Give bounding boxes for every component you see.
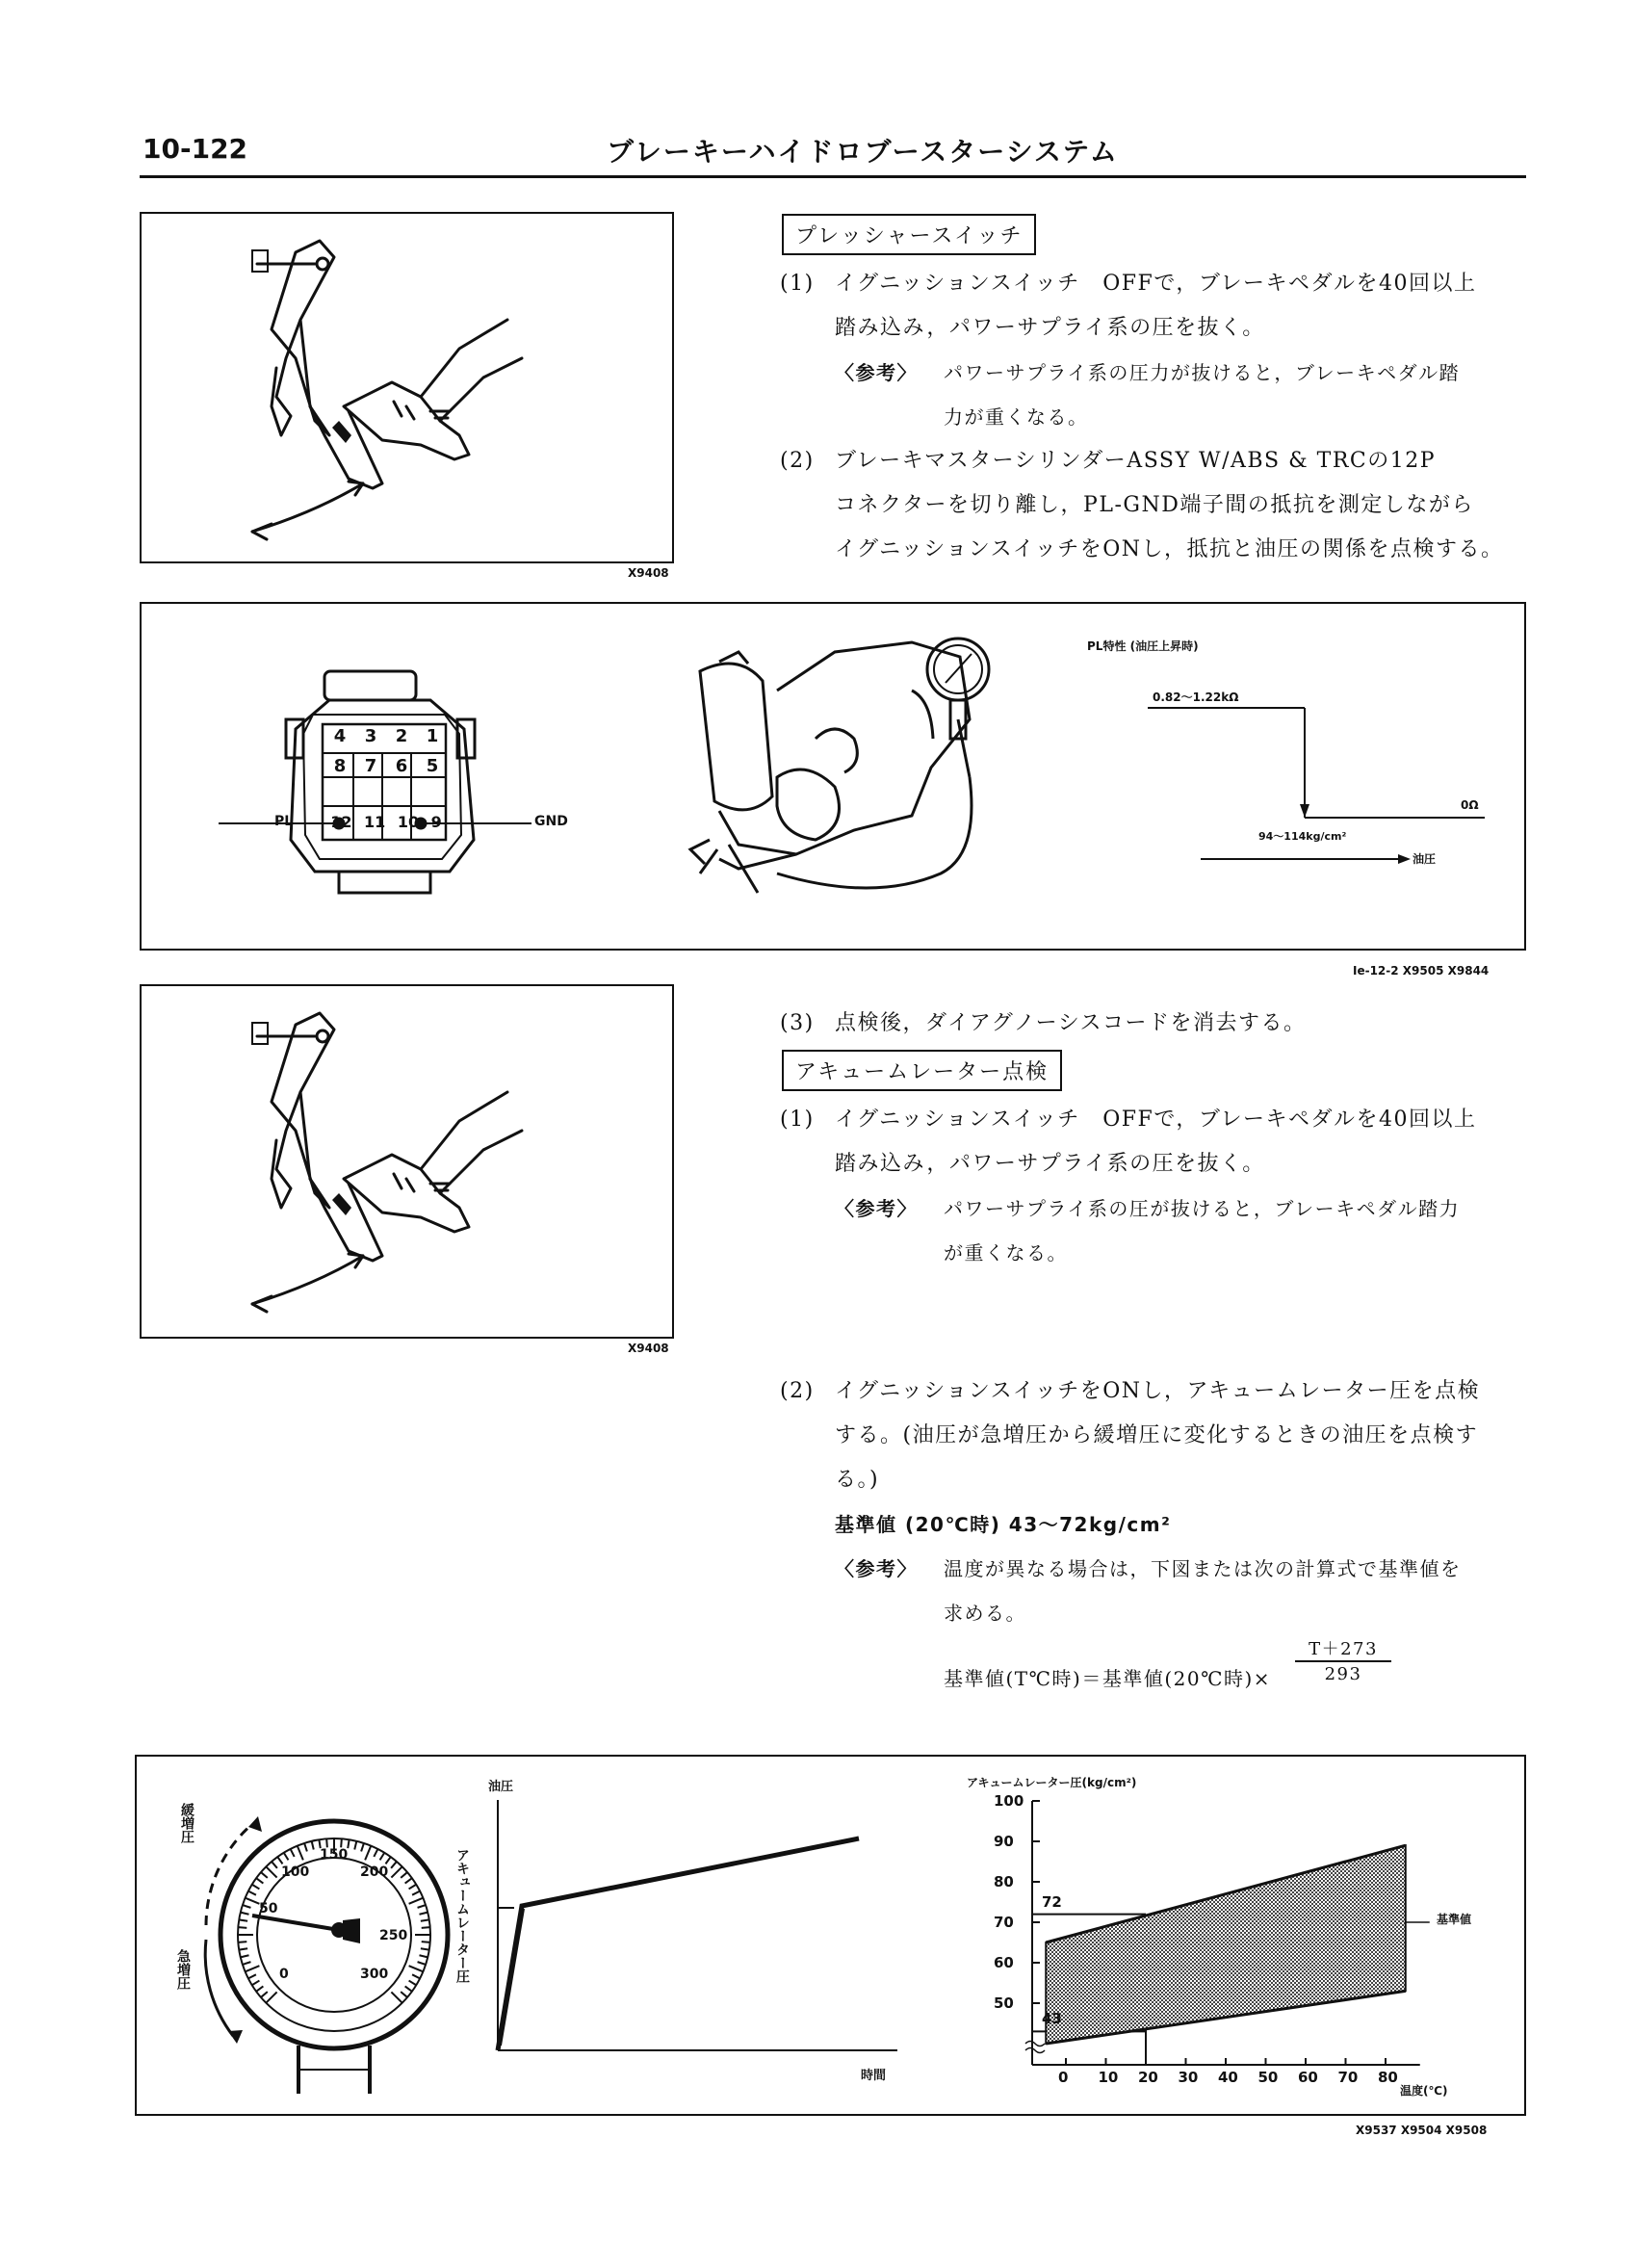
gauge-tick bbox=[391, 1862, 397, 1868]
note-label: 〈参考〉 bbox=[835, 1557, 918, 1580]
gauge-tick bbox=[238, 1927, 246, 1928]
section-heading-accumulator: アキュームレーター点検 bbox=[782, 1050, 1062, 1091]
marker-low-label: 43 bbox=[1042, 2010, 1062, 2028]
gauge-tick bbox=[341, 1838, 342, 1847]
gauge-tick bbox=[284, 1853, 289, 1861]
figure-code: X9408 bbox=[628, 566, 669, 580]
step-text: 踏み込み，パワーサプライ系の圧を抜く。 bbox=[835, 316, 1265, 340]
note-text: 温度が異なる場合は，下図または次の計算式で基準値を bbox=[944, 1557, 1462, 1580]
x-tick-label: 10 bbox=[1098, 2069, 1119, 2086]
gauge-tick bbox=[421, 1948, 429, 1949]
page-number: 10-122 bbox=[143, 133, 248, 165]
gauge-tick bbox=[421, 1919, 429, 1920]
pl-threshold-label: 94〜114kg/cm² bbox=[1258, 830, 1347, 843]
accumulator-figure bbox=[135, 1755, 1526, 2116]
gauge-tick bbox=[246, 1966, 260, 1971]
x-tick-label: 40 bbox=[1218, 2069, 1238, 2086]
connector-diagram bbox=[142, 604, 1524, 949]
gauge-tick bbox=[252, 1885, 260, 1890]
step-text: 踏み込み，パワーサプライ系の圧を抜く。 bbox=[835, 1152, 1265, 1176]
step-text: 点検後，ダイアグノーシスコードを消去する。 bbox=[835, 1011, 1307, 1035]
gauge-tick bbox=[422, 1927, 430, 1928]
gauge-tick bbox=[266, 1992, 276, 2002]
gauge-tick bbox=[418, 1905, 427, 1908]
gauge-tick bbox=[326, 1838, 327, 1847]
section-heading-pressure-switch: プレッシャースイッチ bbox=[782, 214, 1036, 255]
gnd-terminal-label: GND bbox=[534, 814, 568, 829]
step-text: イグニッションスイッチをONし，抵抗と油圧の関係を点検する。 bbox=[835, 537, 1504, 561]
gauge-tick bbox=[401, 1872, 407, 1878]
marker-high-label: 72 bbox=[1042, 1892, 1062, 1911]
gauge-tick-label: 250 bbox=[379, 1928, 408, 1943]
note-label: 〈参考〉 bbox=[835, 361, 918, 384]
gauge-tick bbox=[412, 1974, 420, 1978]
connector-figure bbox=[140, 602, 1526, 951]
x-tick-label: 60 bbox=[1298, 2069, 1318, 2086]
pin-label: 2 bbox=[395, 726, 408, 746]
note-text: が重くなる。 bbox=[944, 1241, 1068, 1264]
pin-label: 11 bbox=[364, 813, 386, 831]
pin-label: 3 bbox=[364, 726, 377, 746]
gauge-tick bbox=[246, 1898, 260, 1904]
step-text: する。(油圧が急増圧から緩増圧に変化するときの油圧を点検す bbox=[835, 1423, 1479, 1447]
y-tick-label: 70 bbox=[994, 1914, 1014, 1931]
x-tick-label: 30 bbox=[1178, 2069, 1199, 2086]
gauge-tick bbox=[243, 1962, 251, 1965]
accumulator-steps-2 bbox=[780, 1369, 1531, 1716]
pedal-illustration bbox=[142, 986, 672, 1337]
pedal-illustration bbox=[142, 214, 672, 561]
gauge-tick bbox=[385, 1857, 390, 1864]
pressure-switch-step3 bbox=[780, 1002, 1531, 1046]
step-number: (2) bbox=[780, 1379, 815, 1403]
time-chart-y-title: 油圧 bbox=[488, 1780, 514, 1794]
pin-label: 9 bbox=[430, 813, 442, 831]
standard-value-band bbox=[1046, 1845, 1406, 2044]
pedal-figure-1 bbox=[140, 212, 674, 563]
formula-denominator: 293 bbox=[1324, 1664, 1362, 1684]
pin-label: 12 bbox=[330, 813, 352, 831]
gauge-tick bbox=[239, 1948, 247, 1949]
pl-chart-title: PL特性 (油圧上昇時) bbox=[1087, 639, 1199, 653]
x-tick-label: 70 bbox=[1337, 2069, 1359, 2086]
note-text: パワーサプライ系の圧が抜けると，ブレーキペダル踏力 bbox=[944, 1197, 1461, 1220]
gauge-tick bbox=[266, 1866, 276, 1877]
gauge-tick bbox=[312, 1841, 314, 1850]
step-number: (2) bbox=[780, 449, 815, 473]
y-tick-label: 50 bbox=[994, 1994, 1014, 2012]
note-text: 求める。 bbox=[944, 1602, 1026, 1625]
gauge-tick-label: 300 bbox=[360, 1967, 389, 1982]
pedal-figure-2 bbox=[140, 984, 674, 1339]
gauge-tick-label: 200 bbox=[360, 1864, 389, 1880]
gauge-tick bbox=[272, 1862, 277, 1868]
y-tick-label: 90 bbox=[994, 1833, 1014, 1850]
pin-label: 8 bbox=[333, 756, 347, 776]
temp-chart-ylabel: アキュームレーター圧(kg/cm²) bbox=[967, 1776, 1137, 1789]
gauge-tick bbox=[252, 1981, 260, 1986]
page-title: ブレーキーハイドロブースターシステム bbox=[607, 136, 1119, 168]
slow-increase-label: 緩増圧 bbox=[179, 1803, 194, 1843]
gauge-tick bbox=[248, 1974, 256, 1978]
gauge-tick bbox=[419, 1913, 428, 1915]
pressure-switch-steps bbox=[780, 262, 1531, 570]
gauge-tick bbox=[361, 1843, 364, 1852]
pl-low-resistance-label: 0Ω bbox=[1461, 798, 1479, 812]
gauge-tick bbox=[409, 1898, 424, 1904]
axis-break-mark bbox=[1025, 2042, 1045, 2053]
figure-code: X9537 X9504 X9508 bbox=[1356, 2124, 1488, 2137]
gauge-tick bbox=[354, 1841, 356, 1850]
gauge-tick bbox=[391, 1866, 402, 1877]
step-text: イグニッションスイッチをONし，アキュームレーター圧を点検 bbox=[835, 1379, 1481, 1403]
gauge-tick bbox=[241, 1913, 249, 1915]
formula-text: 基準値(T℃時)＝基準値(20℃時)× bbox=[944, 1667, 1272, 1690]
step-text: る。) bbox=[835, 1468, 880, 1492]
x-tick-label: 50 bbox=[1257, 2069, 1279, 2086]
gauge-tick-label: 50 bbox=[259, 1901, 278, 1916]
gauge-tick bbox=[405, 1878, 412, 1883]
pin-label: 1 bbox=[426, 726, 439, 746]
pin-label: 6 bbox=[395, 756, 408, 776]
gauge-tick bbox=[391, 1992, 402, 2002]
gauge-tick bbox=[261, 1992, 268, 1997]
note-label: 〈参考〉 bbox=[835, 1197, 918, 1220]
pin-label: 4 bbox=[333, 726, 347, 746]
gauge-tick bbox=[248, 1891, 256, 1895]
gauge-tick bbox=[401, 1992, 407, 1997]
figure-code: X9408 bbox=[628, 1342, 669, 1355]
step-number: (3) bbox=[780, 1011, 815, 1035]
pin-label: 7 bbox=[364, 756, 377, 776]
note-text: 力が重くなる。 bbox=[944, 405, 1089, 429]
y-tick-label: 60 bbox=[994, 1954, 1014, 1971]
standard-value-label: 基準値 bbox=[835, 1513, 897, 1536]
step-text: コネクターを切り離し，PL-GND端子間の抵抗を測定しながら bbox=[835, 493, 1474, 517]
header-divider bbox=[140, 175, 1526, 178]
standard-value: (20℃時) 43〜72kg/cm² bbox=[905, 1513, 1172, 1536]
temp-chart-xlabel: 温度(℃) bbox=[1400, 2084, 1448, 2098]
gauge-tick bbox=[239, 1919, 247, 1920]
pl-high-resistance-label: 0.82〜1.22kΩ bbox=[1153, 691, 1239, 704]
step-text: イグニッションスイッチ OFFで，ブレーキペダルを40回以上 bbox=[835, 272, 1477, 296]
step-text: イグニッションスイッチ OFFで，ブレーキペダルを40回以上 bbox=[835, 1108, 1477, 1132]
pl-axis-label: 油圧 bbox=[1413, 852, 1437, 866]
step-number: (1) bbox=[780, 272, 815, 296]
gauge-tick bbox=[277, 1857, 282, 1864]
fast-increase-label: 急増圧 bbox=[175, 1949, 191, 1990]
y-tick-label: 100 bbox=[994, 1792, 1024, 1810]
gauge-tick bbox=[256, 1878, 263, 1883]
gauge-tick bbox=[348, 1839, 349, 1848]
gauge-tick bbox=[418, 1962, 427, 1965]
time-chart-y-label: アキュームレーター圧 bbox=[454, 1848, 470, 1983]
gauge-tick-label: 0 bbox=[279, 1967, 289, 1982]
step-text: ブレーキマスターシリンダーASSY W/ABS & TRCの12P bbox=[835, 449, 1437, 473]
gauge-tick-label: 150 bbox=[320, 1847, 349, 1863]
step-number: (1) bbox=[780, 1108, 815, 1132]
gauge-tick bbox=[365, 1846, 371, 1861]
gauge-tick bbox=[291, 1849, 295, 1857]
y-tick-label: 80 bbox=[994, 1873, 1014, 1890]
gauge-tick bbox=[412, 1891, 420, 1895]
accumulator-steps-1 bbox=[780, 1098, 1531, 1290]
gauge-tick bbox=[243, 1905, 251, 1908]
gauge-tick bbox=[298, 1846, 303, 1861]
formula-numerator: T＋273 bbox=[1295, 1639, 1391, 1662]
x-tick-label: 0 bbox=[1058, 2069, 1069, 2086]
gauge-tick bbox=[241, 1955, 249, 1957]
gauge-tick bbox=[409, 1885, 417, 1890]
gauge-tick bbox=[409, 1981, 417, 1986]
gauge-tick bbox=[374, 1849, 377, 1857]
accumulator-diagrams bbox=[137, 1757, 1524, 2114]
pin-label: 5 bbox=[426, 756, 439, 776]
gauge-tick bbox=[405, 1986, 412, 1991]
gauge-tick bbox=[419, 1955, 428, 1957]
gauge-tick bbox=[261, 1872, 268, 1878]
figure-code: Ie-12-2 X9505 X9844 bbox=[1353, 964, 1490, 978]
x-tick-label: 80 bbox=[1378, 2069, 1398, 2086]
time-chart-x-label: 時間 bbox=[861, 2069, 887, 2083]
pin-label: 10 bbox=[397, 813, 420, 831]
gauge-tick bbox=[256, 1986, 263, 1991]
x-tick-label: 20 bbox=[1138, 2069, 1158, 2086]
note-text: パワーサプライ系の圧力が抜けると，ブレーキペダル踏 bbox=[944, 361, 1461, 384]
gauge-tick bbox=[380, 1853, 385, 1861]
band-label: 基準値 bbox=[1437, 1913, 1472, 1926]
gauge-tick bbox=[409, 1966, 424, 1971]
pl-terminal-label: PL bbox=[274, 814, 294, 829]
gauge-tick bbox=[304, 1843, 307, 1852]
gauge-tick-label: 100 bbox=[281, 1864, 310, 1880]
